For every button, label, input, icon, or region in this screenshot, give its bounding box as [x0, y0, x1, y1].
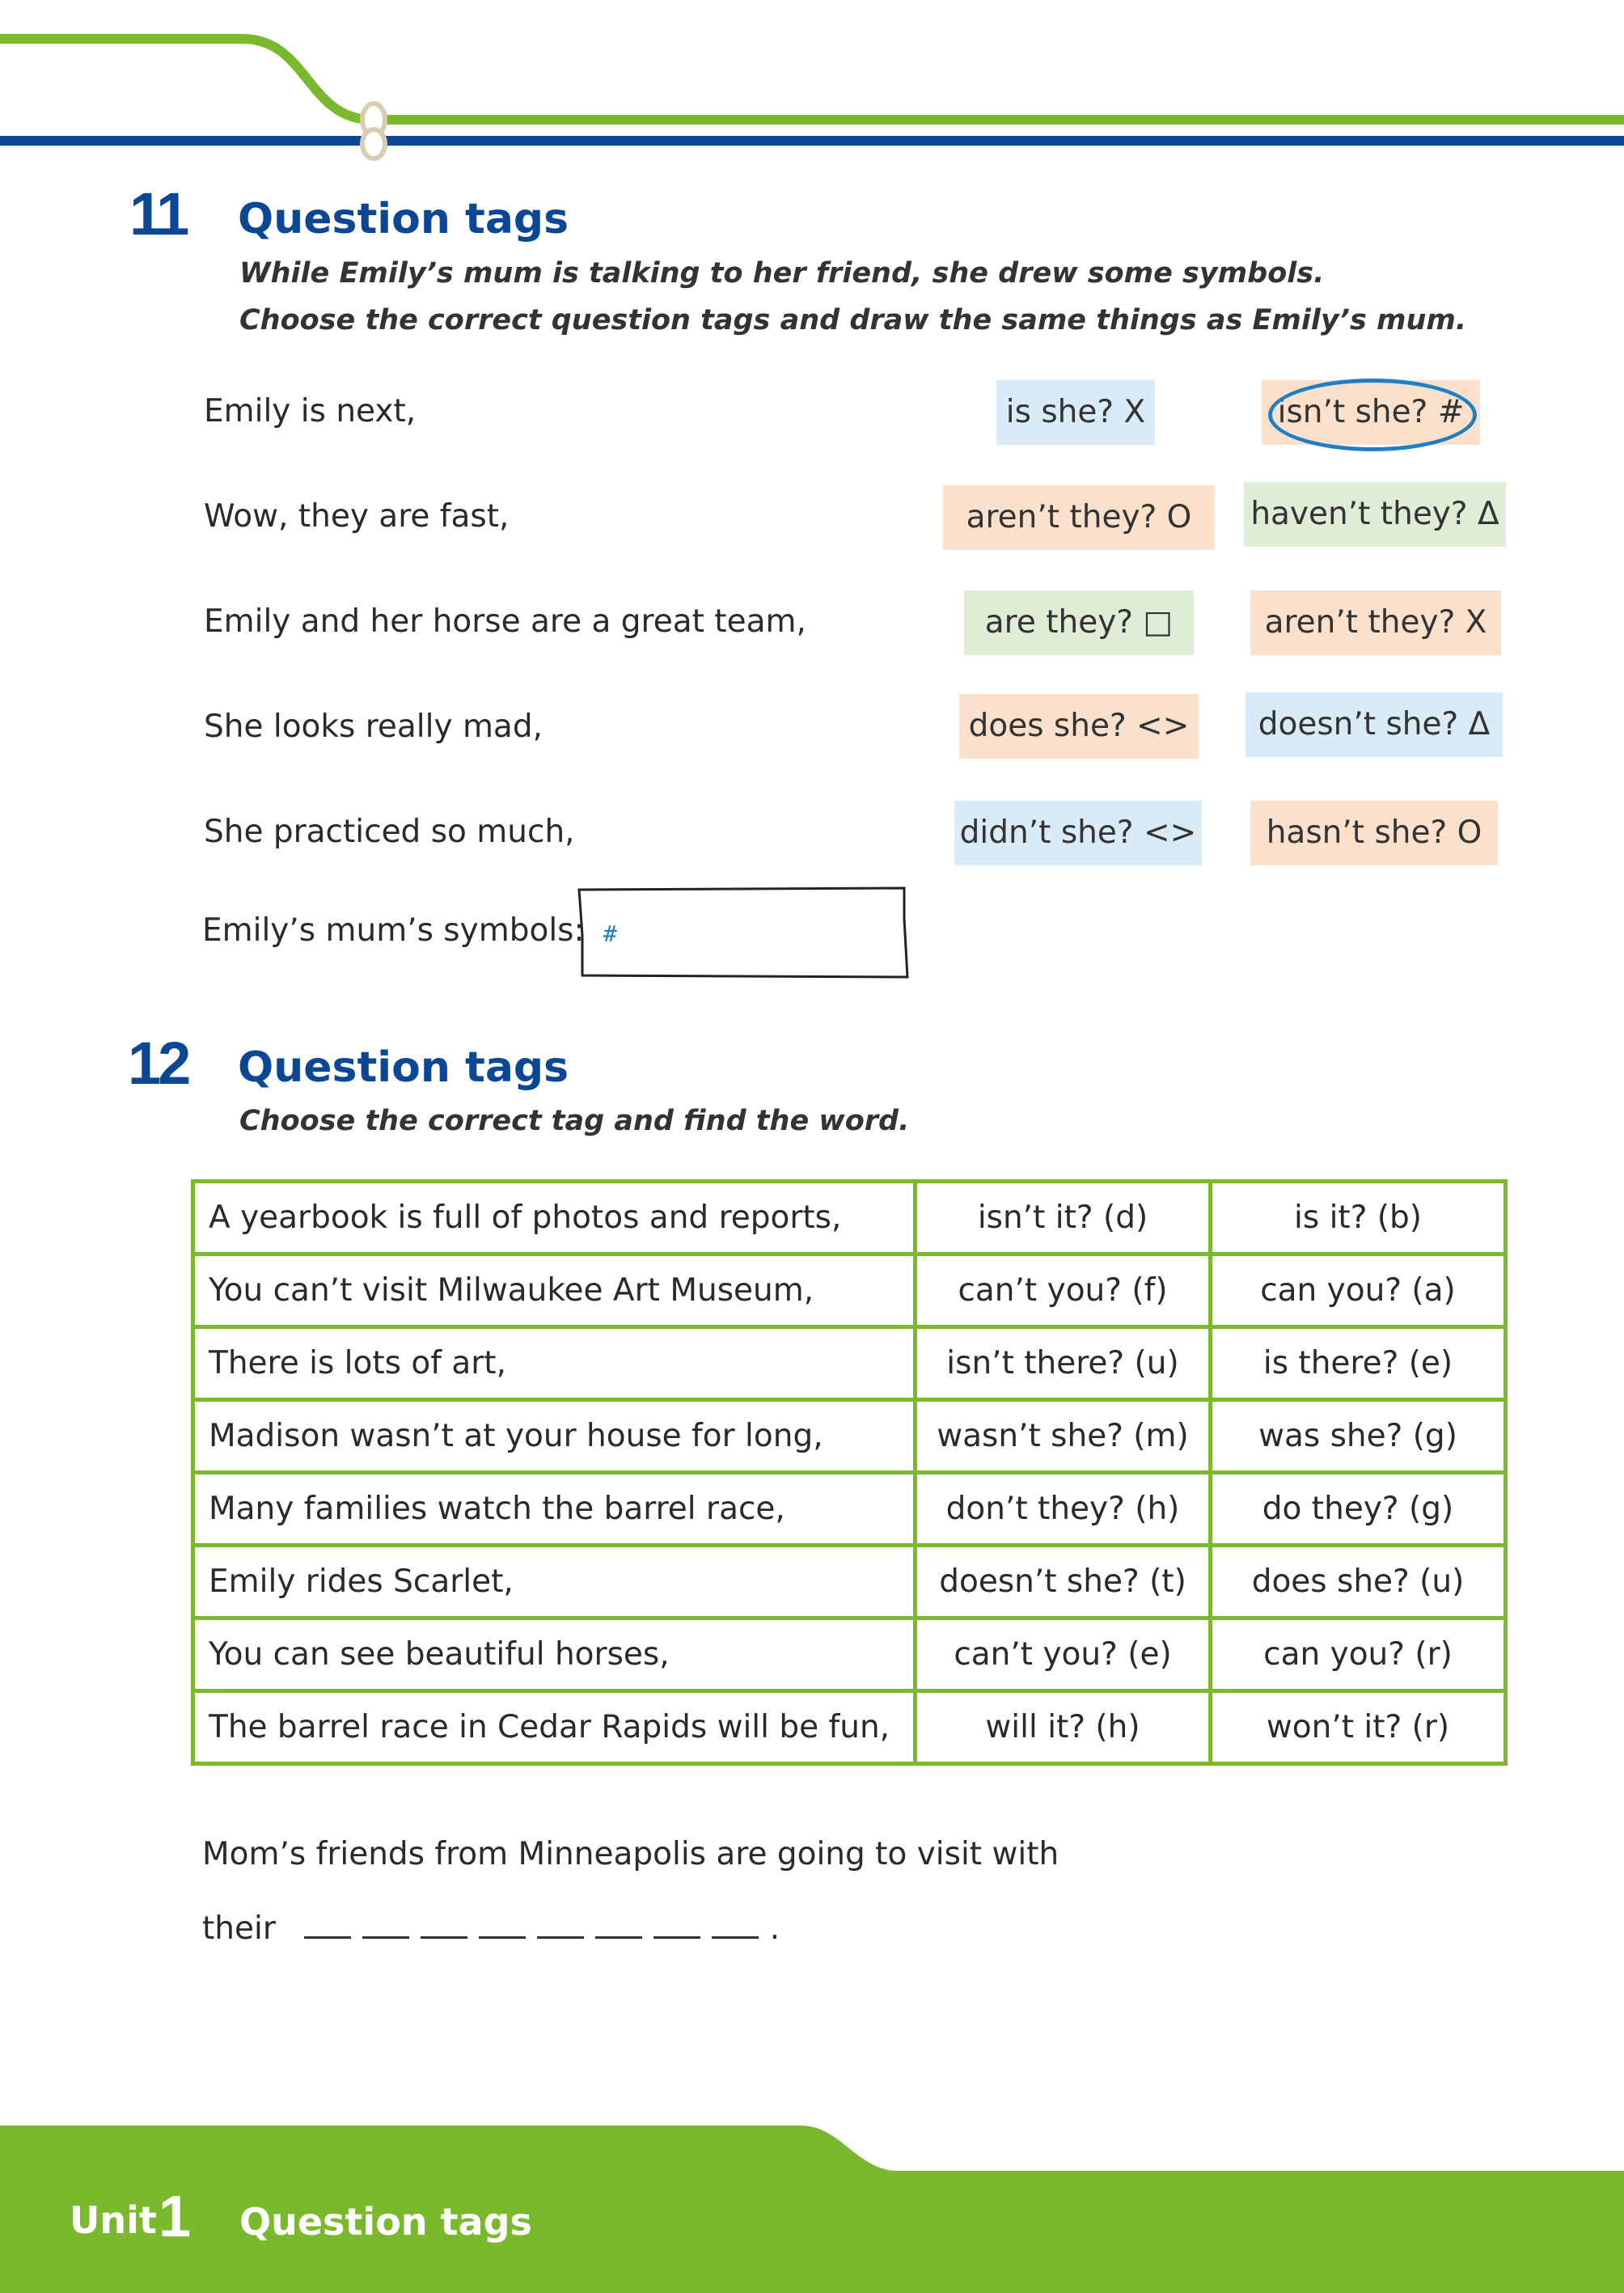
exercise-12-number: 12	[128, 1030, 188, 1097]
symbols-value: #	[603, 920, 617, 947]
closing-suffix: .	[769, 1910, 780, 1947]
table-row	[193, 1546, 1506, 1618]
ex11-option-1a[interactable]: is she? X	[996, 380, 1155, 445]
table-tag-b[interactable]: was she? (g)	[1211, 1400, 1506, 1473]
table-row	[193, 1400, 1506, 1473]
exercise-11-number: 11	[129, 180, 187, 247]
header-link-icon	[362, 104, 385, 159]
table-sentence: There is lots of art,	[193, 1327, 916, 1400]
ex11-sentence-5: She practiced so much,	[204, 814, 575, 850]
ex11-option-1b[interactable]: isn’t she? #	[1262, 380, 1480, 445]
table-tag-b[interactable]: is it? (b)	[1211, 1182, 1506, 1254]
closing-prefix: their	[202, 1910, 276, 1947]
answer-blank[interactable]	[595, 1912, 642, 1939]
answer-blank[interactable]	[362, 1912, 409, 1939]
exercise-11-instruction-2: Choose the correct question tags and draw the same things as Emily’s mum.	[239, 304, 1467, 336]
table-sentence: A yearbook is full of photos and reports,	[193, 1182, 916, 1254]
table-row	[193, 1618, 1506, 1691]
answer-blank[interactable]	[304, 1912, 351, 1939]
footer-unit-label: Unit	[70, 2198, 157, 2242]
table-sentence: You can’t visit Milwaukee Art Museum,	[193, 1254, 916, 1327]
table-tag-a[interactable]: isn’t it? (d)	[916, 1182, 1211, 1254]
table-row	[193, 1254, 1506, 1327]
footer-unit-number: 1	[159, 2185, 192, 2249]
ex11-sentence-3: Emily and her horse are a great team,	[204, 603, 806, 640]
table-row	[193, 1473, 1506, 1546]
ex11-sentence-4: She looks really mad,	[204, 709, 543, 745]
tag-table	[191, 1179, 1508, 1766]
ex11-option-5b[interactable]: hasn’t she? O	[1250, 801, 1498, 865]
exercise-12-instruction: Choose the correct tag and find the word.	[239, 1105, 910, 1137]
ex11-sentence-1: Emily is next,	[204, 393, 417, 429]
answer-blank[interactable]	[537, 1912, 584, 1939]
selected-answer-circle	[1268, 379, 1477, 451]
table-sentence: The barrel race in Cedar Rapids will be fun,	[193, 1691, 916, 1764]
table-tag-b[interactable]: can you? (a)	[1211, 1254, 1506, 1327]
ex11-option-5a[interactable]: didn’t she? <>	[954, 801, 1202, 865]
table-tag-b[interactable]: can you? (r)	[1211, 1618, 1506, 1691]
table-tag-a[interactable]: don’t they? (h)	[916, 1473, 1211, 1546]
exercise-11-title: Question tags	[238, 195, 569, 243]
exercise-11-instruction-1: While Emily’s mum is talking to her friend, she drew some symbols.	[239, 257, 1325, 290]
table-row	[193, 1691, 1506, 1764]
answer-blank[interactable]	[421, 1912, 467, 1939]
answer-blank[interactable]	[712, 1912, 759, 1939]
ex11-option-3b[interactable]: aren’t they? X	[1250, 590, 1501, 655]
answer-blank[interactable]	[479, 1912, 526, 1939]
footer-title: Question tags	[239, 2200, 532, 2244]
table-row	[193, 1182, 1506, 1254]
table-sentence: You can see beautiful horses,	[193, 1618, 916, 1691]
header-decoration	[0, 0, 1624, 170]
closing-line-2	[202, 1910, 780, 1947]
table-sentence: Madison wasn’t at your house for long,	[193, 1400, 916, 1473]
table-tag-a[interactable]: isn’t there? (u)	[916, 1327, 1211, 1400]
table-tag-b[interactable]: do they? (g)	[1211, 1473, 1506, 1546]
table-row	[193, 1327, 1506, 1400]
table-tag-a[interactable]: doesn’t she? (t)	[916, 1546, 1211, 1618]
closing-line-1: Mom’s friends from Minneapolis are going to visit with	[202, 1836, 1059, 1872]
exercise-12-title: Question tags	[238, 1043, 569, 1092]
table-tag-b[interactable]: is there? (e)	[1211, 1327, 1506, 1400]
ex11-option-4a[interactable]: does she? <>	[959, 694, 1199, 759]
symbols-label: Emily’s mum’s symbols:	[202, 912, 585, 949]
table-tag-a[interactable]: wasn’t she? (m)	[916, 1400, 1211, 1473]
table-sentence: Many families watch the barrel race,	[193, 1473, 916, 1546]
ex11-sentence-2: Wow, they are fast,	[204, 498, 510, 535]
ex11-option-2a[interactable]: aren’t they? O	[943, 485, 1215, 550]
table-sentence: Emily rides Scarlet,	[193, 1546, 916, 1618]
table-tag-b[interactable]: does she? (u)	[1211, 1546, 1506, 1618]
ex11-option-3a[interactable]: are they? □	[964, 590, 1194, 655]
table-tag-a[interactable]: can’t you? (f)	[916, 1254, 1211, 1327]
header-blue-line	[0, 136, 1624, 146]
header-green-line	[0, 39, 1624, 120]
table-tag-b[interactable]: won’t it? (r)	[1211, 1691, 1506, 1764]
answer-blank[interactable]	[653, 1912, 700, 1939]
ex11-option-2b[interactable]: haven’t they? Δ	[1244, 482, 1506, 547]
table-tag-a[interactable]: will it? (h)	[916, 1691, 1211, 1764]
table-tag-a[interactable]: can’t you? (e)	[916, 1618, 1211, 1691]
symbols-answer-box[interactable]	[576, 886, 909, 979]
ex11-option-4b[interactable]: doesn’t she? Δ	[1245, 692, 1503, 757]
